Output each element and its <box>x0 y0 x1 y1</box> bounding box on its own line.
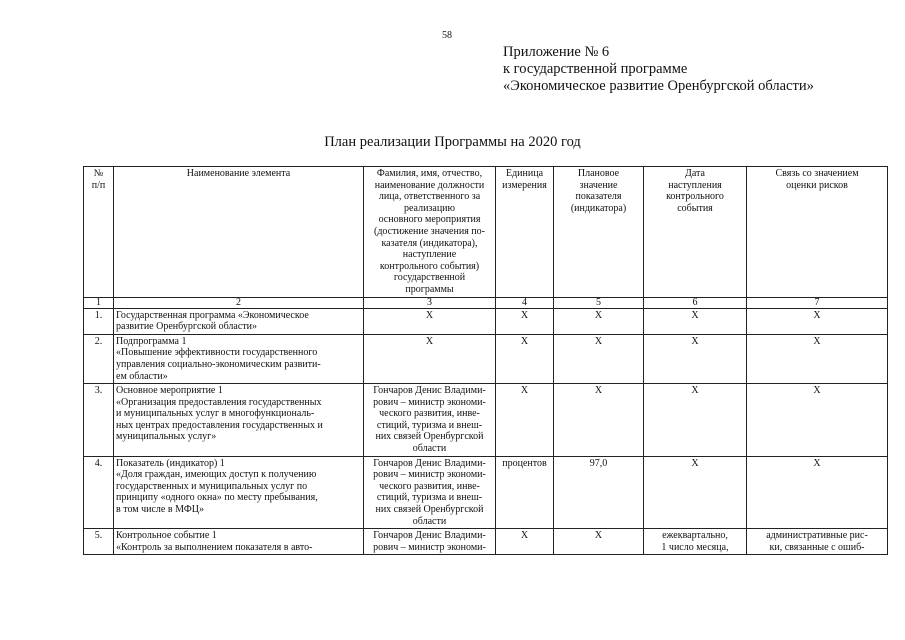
row-number-cell: 3. <box>84 384 114 457</box>
column-number: 6 <box>644 297 747 308</box>
element-name-cell <box>114 529 364 555</box>
event-date-cell <box>644 384 747 457</box>
text-line: муниципальных услуг» <box>116 431 217 443</box>
column-number: 4 <box>496 297 554 308</box>
header-cell-number <box>84 167 114 298</box>
text-line: ки, связанные с ошиб- <box>769 541 865 553</box>
header-cell-value <box>554 167 644 298</box>
unit-cell: X <box>496 308 554 334</box>
text-line: X <box>813 335 821 347</box>
text-line: основного мероприятия <box>378 214 481 226</box>
header-cell-unit <box>496 167 554 298</box>
text-line: Связь со значением <box>775 168 859 179</box>
column-number-row <box>84 297 888 308</box>
text-line: показателя <box>575 191 622 203</box>
responsible-cell <box>364 529 496 555</box>
text-line: X <box>691 335 699 347</box>
unit-cell: X <box>496 334 554 383</box>
table-row <box>84 384 888 457</box>
text-line: административные рис- <box>766 530 868 542</box>
row-number-cell: 2. <box>84 334 114 383</box>
text-line: них связей Оренбургской <box>375 431 484 443</box>
text-line: области <box>412 515 447 527</box>
plan-table-body <box>84 308 888 555</box>
appendix-line: Приложение № 6 <box>503 44 610 60</box>
text-line: ных центрах предоставления государственных и <box>116 419 323 431</box>
responsible-cell <box>364 456 496 529</box>
text-line: «Контроль за выполнением показателя в авто- <box>116 541 313 553</box>
text-line: оценки рисков <box>786 179 848 191</box>
text-line: Единица <box>505 168 544 179</box>
header-cell-date <box>644 167 747 298</box>
event-date-cell <box>644 334 747 383</box>
header-cell-risk <box>747 167 888 298</box>
text-line: области <box>412 443 447 455</box>
text-line: Фамилия, имя, отчество, <box>376 168 483 179</box>
text-line: «Повышение эффективности государственного <box>116 347 318 359</box>
responsible-cell <box>364 334 496 383</box>
text-line: Основное мероприятие 1 <box>116 385 223 397</box>
text-line: Подпрограмма 1 <box>116 335 187 347</box>
text-line: лица, ответственного за <box>378 191 481 203</box>
row-number-cell: 5. <box>84 529 114 555</box>
plan-title: План реализации Программы на 2020 год <box>324 134 581 150</box>
planned-value-cell: 97,0 <box>554 456 644 529</box>
risk-link-cell <box>747 456 888 529</box>
text-line: (индикатора) <box>570 202 627 214</box>
text-line: X <box>691 457 699 469</box>
text-line: государственных и муниципальных услуг по <box>116 480 308 492</box>
table-row <box>84 529 888 555</box>
text-line: наступление <box>402 249 457 261</box>
table-row <box>84 456 888 529</box>
text-line: программы <box>405 283 454 295</box>
planned-value-cell: X <box>554 529 644 555</box>
text-line: п/п <box>91 179 106 191</box>
text-line: ческого развития, инве- <box>379 408 480 420</box>
element-name-cell <box>114 308 364 334</box>
text-line: ем области» <box>116 370 168 382</box>
text-line: Контрольное событие 1 <box>116 530 217 542</box>
row-number-cell: 1. <box>84 308 114 334</box>
text-line: Плановое <box>577 168 620 179</box>
text-line: события <box>677 202 713 214</box>
column-number: 7 <box>747 297 888 308</box>
text-line: рович – министр экономи- <box>373 469 486 481</box>
column-number: 2 <box>114 297 364 308</box>
text-line: X <box>691 385 699 397</box>
header-cell-name <box>114 167 364 298</box>
text-line: в том числе в МФЦ» <box>116 504 204 516</box>
text-line: Гончаров Денис Владими- <box>373 530 486 542</box>
appendix-line: к государственной программе <box>503 61 688 77</box>
unit-cell: X <box>496 384 554 457</box>
text-line: стиций, туризма и внеш- <box>376 492 483 504</box>
text-line: X <box>425 335 434 347</box>
text-line: Гончаров Денис Владими- <box>373 457 486 469</box>
risk-link-cell <box>747 334 888 383</box>
text-line: реализацию <box>404 202 455 214</box>
risk-link-cell <box>747 529 888 555</box>
row-number-cell: 4. <box>84 456 114 529</box>
text-line: 1 число месяца, <box>661 541 729 553</box>
text-line: (достижение значения по- <box>374 225 485 237</box>
text-line: Государственная программа «Экономическое <box>116 309 309 321</box>
text-line: Показатель (индикатор) 1 <box>116 457 225 469</box>
text-line: них связей Оренбургской <box>375 504 484 516</box>
text-line: государственной <box>393 272 466 284</box>
plan-table <box>83 166 888 555</box>
column-number: 1 <box>84 297 114 308</box>
text-line: X <box>691 309 699 321</box>
unit-cell: процентов <box>496 456 554 529</box>
element-name-cell <box>114 456 364 529</box>
appendix-header <box>503 44 814 95</box>
text-line: и муниципальных услуг в многофункциональ- <box>116 408 315 420</box>
text-line: стиций, туризма и внеш- <box>376 419 483 431</box>
planned-value-cell: X <box>554 334 644 383</box>
text-line: Гончаров Денис Владими- <box>373 385 486 397</box>
text-line: принципу «одного окна» по месту пребывания, <box>116 492 318 504</box>
element-name-cell <box>114 384 364 457</box>
text-line: управления социально-экономическим развити- <box>116 358 321 370</box>
event-date-cell <box>644 308 747 334</box>
text-line: значение <box>579 179 618 191</box>
text-line: ческого развития, инве- <box>379 480 480 492</box>
text-line: X <box>425 309 434 321</box>
planned-value-cell: X <box>554 384 644 457</box>
page-number: 58 <box>442 30 452 41</box>
element-name-cell <box>114 334 364 383</box>
table-row <box>84 308 888 334</box>
column-number: 5 <box>554 297 644 308</box>
risk-link-cell <box>747 308 888 334</box>
responsible-cell <box>364 308 496 334</box>
text-line: контрольного <box>666 191 724 203</box>
text-line: № <box>93 168 104 179</box>
responsible-cell <box>364 384 496 457</box>
text-line: наступления <box>668 179 722 191</box>
column-number: 3 <box>364 297 496 308</box>
text-line: наименование должности <box>374 179 485 191</box>
planned-value-cell: X <box>554 308 644 334</box>
header-cell-responsible <box>364 167 496 298</box>
text-line: рович – министр экономи- <box>373 396 486 408</box>
text-line: Наименование элемента <box>186 168 291 179</box>
text-line: казателя (индикатора), <box>381 237 478 249</box>
text-line: «Организация предоставления государственных <box>116 396 322 408</box>
text-line: измерения <box>502 179 547 191</box>
event-date-cell <box>644 456 747 529</box>
text-line: «Доля граждан, имеющих доступ к получению <box>116 469 317 481</box>
text-line: X <box>813 309 821 321</box>
text-line: Дата <box>685 168 705 179</box>
header-row <box>84 167 888 298</box>
text-line: X <box>813 457 821 469</box>
text-line: ежеквартально, <box>662 530 728 542</box>
table-row <box>84 334 888 383</box>
unit-cell: X <box>496 529 554 555</box>
appendix-line: «Экономическое развитие Оренбургской области» <box>503 78 814 94</box>
event-date-cell <box>644 529 747 555</box>
text-line: развитие Оренбургской области» <box>116 321 258 333</box>
text-line: контрольного события) <box>379 260 480 272</box>
text-line: X <box>813 385 821 397</box>
risk-link-cell <box>747 384 888 457</box>
text-line: рович – министр экономи- <box>373 541 486 553</box>
